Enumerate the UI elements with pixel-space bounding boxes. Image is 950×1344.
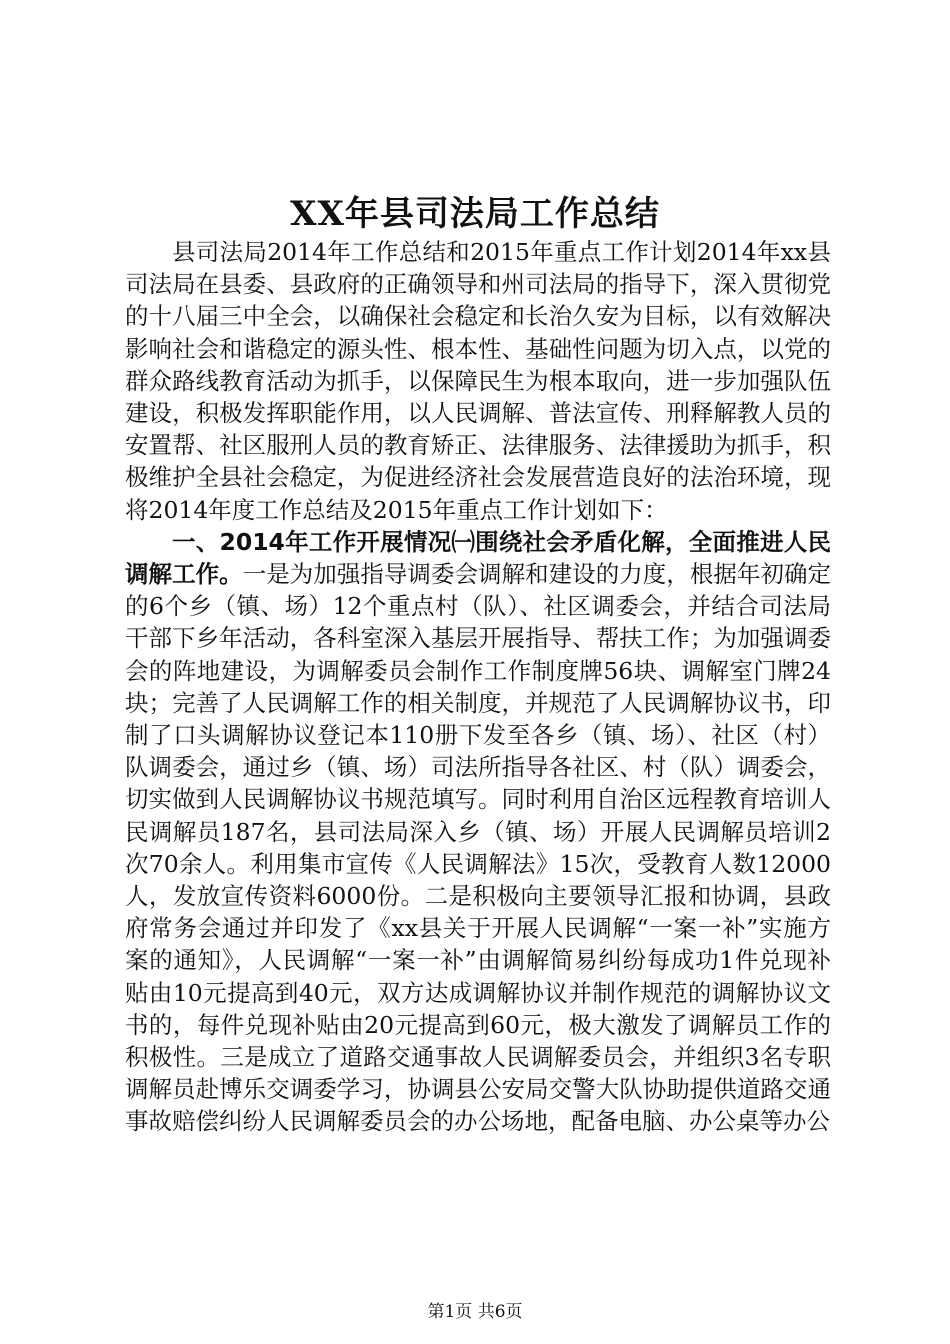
section-heading: 一、2014年工作开展情况㈠围绕社会矛盾化解，全面推进人民调解工作。 [125, 527, 831, 589]
page-footer: 第1页 共6页 [427, 1302, 523, 1322]
document-title: XX年县司法局工作总结 [290, 194, 660, 234]
section-paragraph [125, 526, 831, 1138]
section-body: 一是为加强指导调委会调解和建设的力度，根据年初确定的6个乡（镇、场）12个重点村（队）、社区调委会，并结合司法局干部下乡年活动，各科室深入基层开展指导、帮扶工作；为加强调委会的阵地建设，为调解委员会制作工作制度牌56块、调解室门牌24块；完善了人民调解工作的相关制度，并规范了人民调解协议书，印制了口头调解协议登记本110册下发至各乡（镇、场）、社区（村）队调委会，通过乡（镇、场）司法所指导各社区、村（队）调委会，切实做到人民调解协议书规范填写。同时利用自治区远程教育培训人民调解员187名，县司法局深入乡（镇、场）开展人民调解员培训2次70余人。利用集市宣传《人民调解法》15次，受教育人数12000人，发放宣传资料6000份。二是积极向主要领导汇报和协调，县政府常务会通过并印发了《xx县关于开展人民调解“一案一补”实施方案的通知》，人民调解“一案一补”由调解简易纠纷每成功1件兑现补贴由10元提高到40元，双方达成调解协议并制作规范的调解协议文书的，每件兑现补贴由20元提高到60元，极大激发了调解员工作的积极性。三是成立了道路交通事故人民调解委员会，并组织3名专职调解员赴博乐交调委学习，协调县公安局交警大队协助提供道路交通事故赔偿纠纷人民调解委员会的办公场地，配备电脑、办公桌等办公 [125, 560, 832, 1136]
document-body [125, 236, 831, 1138]
intro-paragraph: 县司法局2014年工作总结和2015年重点工作计划2014年xx县司法局在县委、县政府的正确领导和州司法局的指导下，深入贯彻党的十八届三中全会，以确保社会稳定和长治久安为目标，以有效解决影响社会和谐稳定的源头性、根本性、基础性问题为切入点，以党的群众路线教育活动为抓手，以保障民生为根本取向，进一步加强队伍建设，积极发挥职能作用，以人民调解、普法宣传、刑释解教人员的安置帮、社区服刑人员的教育矫正、法律服务、法律援助为抓手，积极维护全县社会稳定，为促进经济社会发展营造良好的法治环境，现将2014年度工作总结及2015年重点工作计划如下： [125, 238, 831, 524]
